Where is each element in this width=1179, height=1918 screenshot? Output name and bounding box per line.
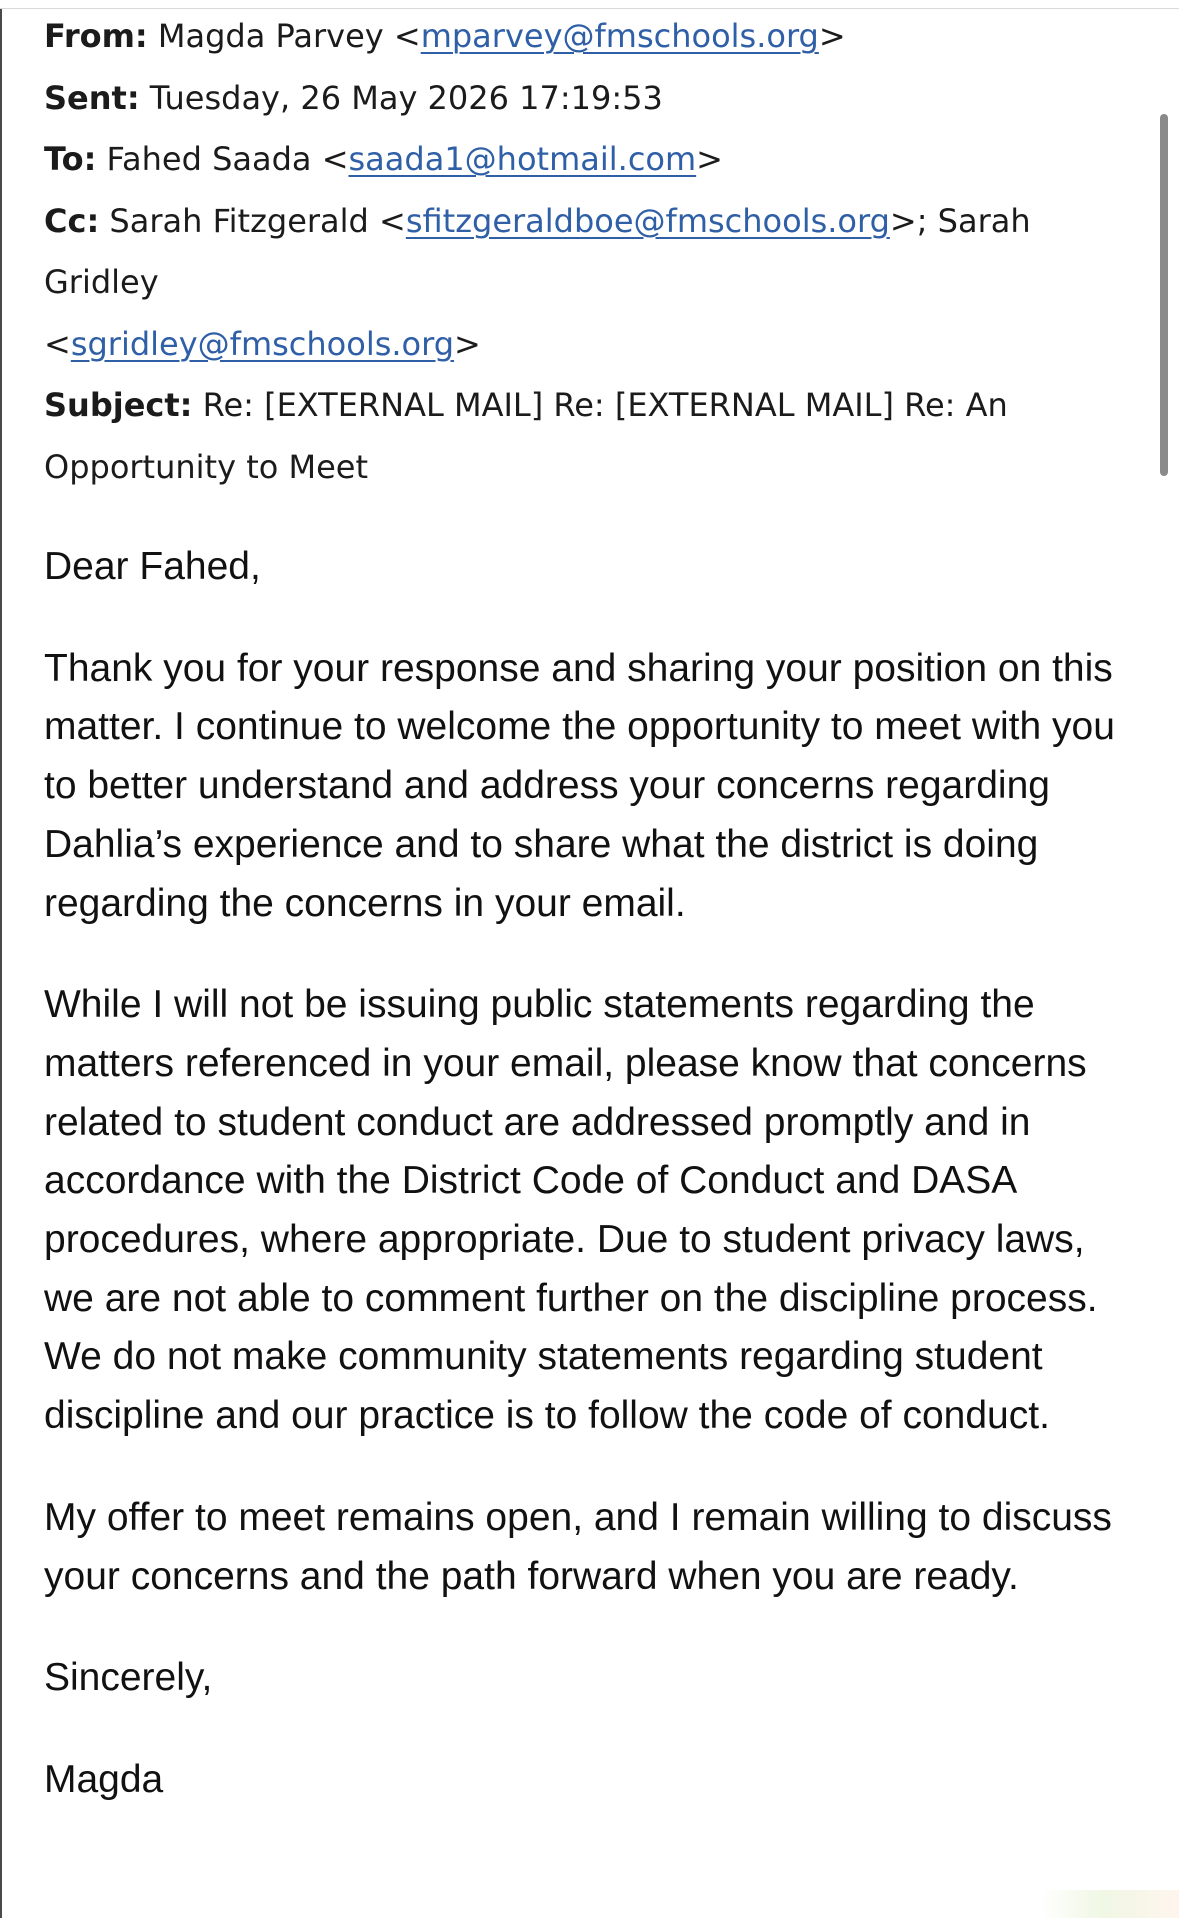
subject-row-continued [44, 437, 1124, 499]
cc-row: Cc: Sarah Fitzgerald <sfitzgeraldboe@fmschools.org>; Sarah Gridley [44, 201, 1031, 301]
sent-label: Sent: [44, 78, 140, 117]
sent-row [44, 68, 1124, 130]
from-row: From: Magda Parvey <mparvey@fmschools.org> [44, 17, 846, 55]
subject-row [44, 375, 1124, 437]
cc-row-continued: <sgridley@fmschools.org> [44, 324, 481, 363]
vertical-scrollbar[interactable] [1160, 114, 1168, 476]
sent-date: Tuesday, 26 May 2026 17:19:53 [149, 78, 663, 117]
from-label: From: [44, 17, 148, 55]
to-email-link[interactable]: saada1@hotmail.com [348, 140, 697, 178]
body-paragraph-1: Thank you for your response and sharing your position on this matter. I continue to welcome the opportunity to meet with you to better understand and address your concerns regarding Dahlia’s experience and to share what the district is doing regarding the concerns in your email. [44, 646, 1115, 925]
email-body [44, 538, 1144, 1853]
email-header [44, 6, 1124, 498]
body-paragraph-3: My offer to meet remains open, and I remain willing to discuss your concerns and the path forward when you are ready. [44, 1495, 1112, 1598]
subject-text-line1: Re: [EXTERNAL MAIL] Re: [EXTERNAL MAIL] Re: An [202, 386, 1008, 424]
from-email-link[interactable]: mparvey@fmschools.org [420, 17, 819, 55]
greeting: Dear Fahed, [44, 545, 261, 588]
cc1-email-link[interactable]: sfitzgeraldboe@fmschools.org [405, 201, 890, 240]
subject-text-line2: Opportunity to Meet [44, 447, 369, 486]
cc1-name: Sarah Fitzgerald [109, 201, 369, 240]
subject-label: Subject: [44, 386, 193, 424]
to-row: To: Fahed Saada <saada1@hotmail.com> [44, 140, 723, 178]
cc2-name: Sarah Gridley [44, 201, 1031, 301]
signature: Magda [44, 1757, 164, 1801]
to-label: To: [44, 140, 97, 178]
closing: Sincerely, [44, 1656, 213, 1700]
cc2-email-link[interactable]: sgridley@fmschools.org [70, 324, 455, 363]
bottom-edge-highlight [1040, 1890, 1179, 1918]
to-name: Fahed Saada [106, 140, 312, 178]
body-paragraph-2: While I will not be issuing public statements regarding the matters referenced in your email, please know that concerns related to student conduct are addressed promptly and in accordance with the District Code of Conduct and DASA procedures, where appropriate. Due to student privacy laws, we are not able to comment further on the discipline process. We do not make community statements regarding student discipline and our practice is to follow the code of conduct. [44, 983, 1098, 1438]
from-name: Magda Parvey [157, 17, 384, 55]
cc-label: Cc: [44, 201, 100, 240]
